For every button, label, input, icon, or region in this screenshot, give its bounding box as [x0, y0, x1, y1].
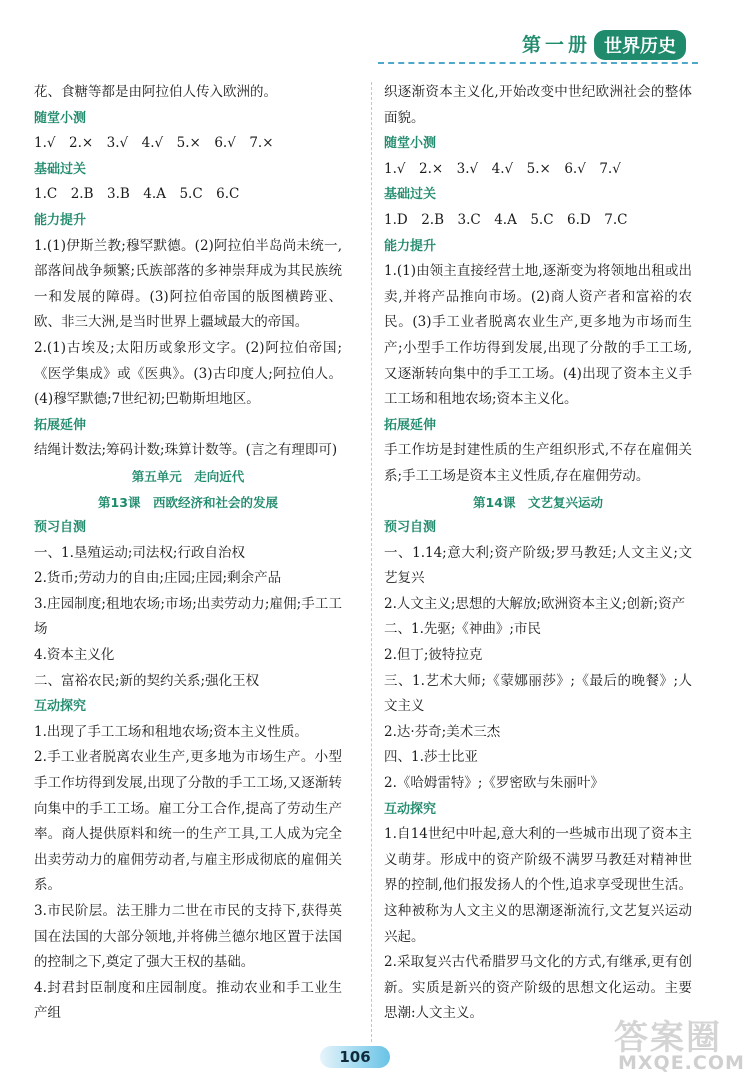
answer-text: 3.市民阶层。法王腓力二世在市民的支持下,获得英国在法国的大部分领地,并将佛兰德尔地区置于法国的控制之下,奠定了强大王权的基础。	[34, 903, 342, 971]
answer-text: 织逐渐资本主义化,开始改变中世纪欧洲社会的整体面貌。	[384, 84, 692, 126]
answer-text: 二、1.先驱;《神曲》;市民	[384, 621, 541, 638]
answer-text: 2.但丁;彼特拉克	[384, 647, 483, 664]
answer-text: 1.出现了手工工场和租地农场;资本主义性质。	[34, 723, 308, 740]
lesson-title: 第13课 西欧经济和社会的发展	[98, 494, 278, 510]
answer-text: 手工作坊是封建性质的生产组织形式,不存在雇佣关系;手工工场是资本主义性质,存在雇佣劳动。	[384, 442, 692, 484]
answer-text: 二、富裕农民;新的契约关系;强化王权	[34, 672, 260, 689]
header-dashed-rule	[378, 62, 698, 64]
section-heading: 预习自测	[34, 520, 87, 536]
lesson-title: 第14课 文艺复兴运动	[473, 494, 603, 510]
lesson-title: 第五单元 走向近代	[131, 468, 245, 484]
watermark-logo	[614, 1010, 745, 1076]
answer-text: 1.(1)由领主直接经营土地,逐渐变为将领地出租或出卖,并将产品推向市场。(2)商人资产者和富裕的农民。(3)手工业者脱离农业生产,更多地为市场而生产;小型手工作坊得到发展,出现了分散的手工工场,又逐渐转向集中的手工工场。(4)出现了资本主义手工工场和租地农场;资本主义化。	[384, 263, 692, 408]
page-header	[0, 0, 750, 72]
section-heading: 互动探究	[384, 801, 437, 817]
answer-text: 一、1.14;意大利;资产阶级;罗马教廷;人文主义;文艺复兴	[384, 544, 692, 587]
subject-badge: 世界历史	[594, 30, 686, 60]
answer-text: 1.C 2.B 3.B 4.A 5.C 6.C	[34, 186, 240, 203]
section-heading: 拓展延伸	[34, 417, 87, 433]
section-heading: 预习自测	[384, 520, 437, 536]
section-heading: 基础过关	[34, 161, 87, 177]
section-heading: 能力提升	[34, 212, 87, 228]
answer-text: 1.D 2.B 3.C 4.A 5.C 6.D 7.C	[384, 211, 628, 228]
section-heading: 能力提升	[384, 238, 437, 254]
answer-text: 1.√ 2.× 3.√ 4.√ 5.× 6.√ 7.√	[384, 160, 621, 177]
answer-text: 一、1.垦殖运动;司法权;行政自治权	[34, 544, 245, 561]
section-heading: 互动探究	[34, 699, 87, 715]
answer-text: 3.庄园制度;租地农场;市场;出卖劳动力;雇佣;手工工场	[34, 595, 342, 638]
answer-text: 4.封君封臣制度和庄园制度。推动农业和手工业生产组	[34, 979, 342, 1022]
answer-text: 2.手工业者脱离农业生产,更多地为市场生产。小型手工作坊得到发展,出现了分散的手工工场,又逐渐转向集中的手工工场。雇工分工合作,提高了劳动生产率。商人提供原料和统一的生产工具,工人成为完全出卖劳动力的雇佣劳动者,与雇主形成彻底的雇佣关系。	[34, 749, 342, 894]
answer-text: 结绳计数法;筹码计数;珠算计数等。(言之有理即可)	[34, 442, 338, 459]
answer-text: 2.达·芬奇;美术三杰	[384, 723, 501, 740]
volume-label: 第一册	[522, 34, 592, 56]
watermark-url: MXQE.COM	[618, 1052, 745, 1074]
answer-text: 花、食糖等都是由阿拉伯人传入欧洲的。	[34, 84, 277, 100]
answer-text: 2.采取复兴古代希腊罗马文化的方式,有继承,更有创新。实质是新兴的资产阶级的思想文化运动。主要思潮:人文主义。	[384, 954, 692, 1022]
answer-text: 4.资本主义化	[34, 647, 115, 664]
left-column	[34, 80, 342, 1027]
answer-text: 三、1.艺术大师;《蒙娜丽莎》;《最后的晚餐》;人文主义	[384, 672, 692, 715]
section-heading: 基础过关	[384, 187, 437, 203]
answer-text: 1.(1)伊斯兰教;穆罕默德。(2)阿拉伯半岛尚未统一,部落间战争频繁;氏族部落的多神崇拜成为其民族统一和发展的障碍。(3)阿拉伯帝国的版图横跨亚、欧、非三大洲,是当时世界上疆域最大的帝国。	[34, 237, 342, 331]
column-divider	[371, 82, 372, 1042]
section-heading: 随堂小测	[34, 110, 87, 126]
right-column	[384, 80, 692, 1027]
answer-text: 2.《哈姆雷特》;《罗密欧与朱丽叶》	[384, 775, 604, 792]
answer-text: 2.(1)古埃及;太阳历或象形文字。(2)阿拉伯帝国;《医学集成》或《医典》。(3)古印度人;阿拉伯人。(4)穆罕默德;7世纪初;巴勒斯坦地区。	[34, 339, 342, 408]
section-heading: 随堂小测	[384, 136, 437, 152]
page-number: 106	[320, 1046, 390, 1068]
watermark-badge: 答案圈	[614, 1018, 722, 1058]
answer-text: 1.√ 2.× 3.√ 4.√ 5.× 6.√ 7.×	[34, 135, 274, 152]
answer-text: 四、1.莎士比亚	[384, 749, 478, 766]
answer-text: 2.人文主义;思想的大解放;欧洲资本主义;创新;资产	[384, 595, 686, 612]
section-heading: 拓展延伸	[384, 417, 437, 433]
answer-text: 2.货币;劳动力的自由;庄园;庄园;剩余产品	[34, 570, 282, 587]
answer-text: 1.自14世纪中叶起,意大利的一些城市出现了资本主义萌芽。形成中的资产阶级不满罗马教廷对精神世界的控制,他们报发扬人的个性,追求享受现世生活。这种被称为人文主义的思潮逐渐流行,文艺复兴运动兴起。	[384, 826, 692, 945]
